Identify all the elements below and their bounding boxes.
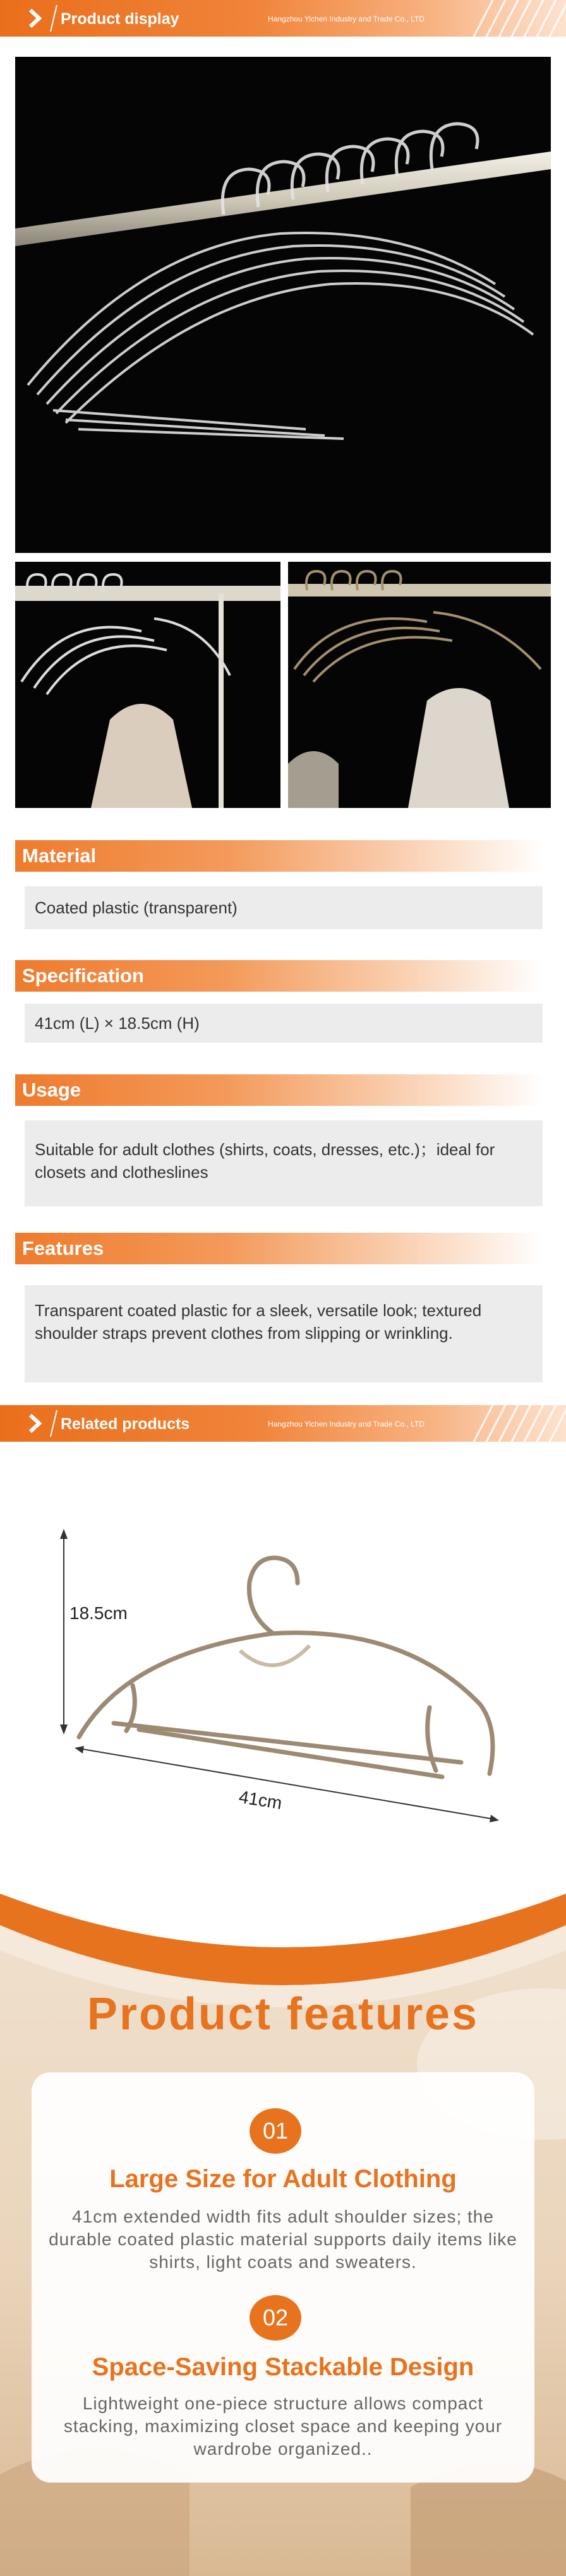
feature-number-badge: 02 bbox=[250, 2295, 301, 2341]
decorative-stripes bbox=[467, 1405, 566, 1442]
height-dimension-label: 18.5cm bbox=[69, 1603, 128, 1623]
section-header-usage: Usage bbox=[15, 1074, 545, 1106]
product-features-title: Product features bbox=[87, 1989, 479, 2039]
section-header-features: Features bbox=[15, 1233, 545, 1264]
feature-description: Lightweight one-piece structure allows compact stacking, maximizing closet space and keeping your wardrobe organized.. bbox=[63, 2394, 503, 2459]
chevron-right-icon bbox=[21, 1410, 47, 1437]
company-name: Hangzhou Yichen Industry and Trade Co., LTD bbox=[268, 15, 424, 23]
divider-slash bbox=[49, 1409, 58, 1438]
length-dimension-label: 41cm bbox=[238, 1786, 284, 1813]
feature-title: Large Size for Adult Clothing bbox=[109, 2165, 457, 2193]
divider-slash bbox=[49, 4, 58, 33]
feature-title: Space-Saving Stackable Design bbox=[92, 2353, 474, 2381]
company-name: Hangzhou Yichen Industry and Trade Co., LTD bbox=[268, 1420, 424, 1428]
section-text-features: Transparent coated plastic for a sleek, versatile look; textured shoulder straps prevent clothes from slipping or wrinkling. bbox=[25, 1285, 543, 1382]
feature-description: 41cm extended width fits adult shoulder sizes; the durable coated plastic material supports daily items like shirts, light coats and sweaters. bbox=[49, 2207, 517, 2272]
feature-number-badge: 01 bbox=[250, 2108, 301, 2154]
hanger-drawing bbox=[0, 1477, 566, 1856]
product-photo-white-dress bbox=[15, 562, 280, 808]
section-text-material: Coated plastic (transparent) bbox=[25, 886, 543, 929]
section-header-material: Material bbox=[15, 840, 545, 872]
product-display-banner bbox=[0, 0, 566, 37]
product-photo-brown bbox=[288, 562, 551, 808]
decorative-stripes bbox=[467, 0, 566, 37]
banner-label: Product display bbox=[61, 10, 179, 28]
section-text-specification: 41cm (L) × 18.5cm (H) bbox=[25, 1004, 543, 1043]
section-text-usage: Suitable for adult clothes (shirts, coats, dresses, etc.)；ideal for closets and clotheslines bbox=[25, 1120, 543, 1206]
section-header-specification: Specification bbox=[15, 960, 545, 992]
dimension-diagram bbox=[0, 1477, 566, 1856]
related-products-banner bbox=[0, 1405, 566, 1442]
chevron-right-icon bbox=[21, 5, 47, 32]
banner-label: Related products bbox=[61, 1415, 190, 1433]
product-photo-main bbox=[15, 57, 551, 553]
